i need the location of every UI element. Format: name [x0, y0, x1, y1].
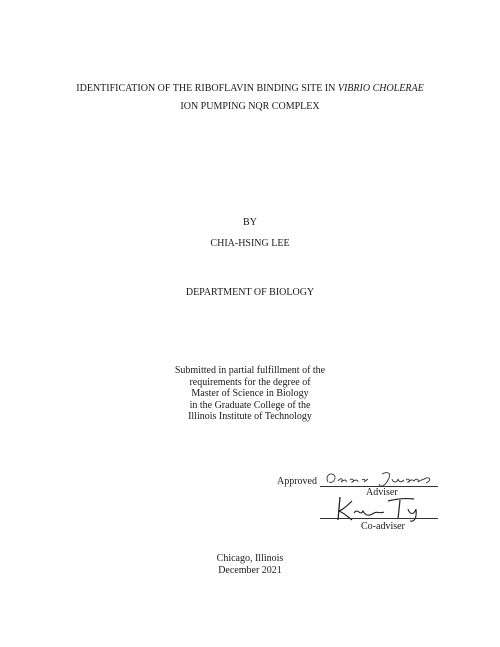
coadviser-signature-line: [320, 518, 438, 519]
submission-line: Illinois Institute of Technology: [188, 411, 312, 422]
title-italic-species: VIBRIO CHOLERAE: [337, 83, 424, 94]
place-and-date: [0, 553, 500, 577]
department-name: DEPARTMENT OF BIOLOGY: [185, 287, 315, 298]
submission-line: in the Graduate College of the: [189, 399, 311, 411]
approved-label: Approved: [277, 476, 317, 487]
submission-line: Master of Science in Biology: [191, 388, 309, 399]
adviser-label: Adviser: [366, 487, 398, 498]
by-label: BY: [243, 217, 257, 228]
thesis-title-line-2: ION PUMPING NQR COMPLEX: [180, 101, 320, 112]
submission-line: Submitted in partial fulfillment of the: [174, 365, 326, 376]
title-text: IDENTIFICATION OF THE RIBOFLAVIN BINDING SITE IN: [76, 83, 338, 94]
thesis-title-line-1: [0, 82, 500, 95]
submission-statement: [0, 365, 500, 423]
date-line: December 2021: [218, 565, 282, 576]
submission-line: requirements for the degree of: [189, 376, 311, 388]
coadviser-label: Co-adviser: [361, 521, 405, 532]
author-name: CHIA-HSING LEE: [210, 238, 290, 249]
place-line: Chicago, Illinois: [216, 553, 284, 564]
